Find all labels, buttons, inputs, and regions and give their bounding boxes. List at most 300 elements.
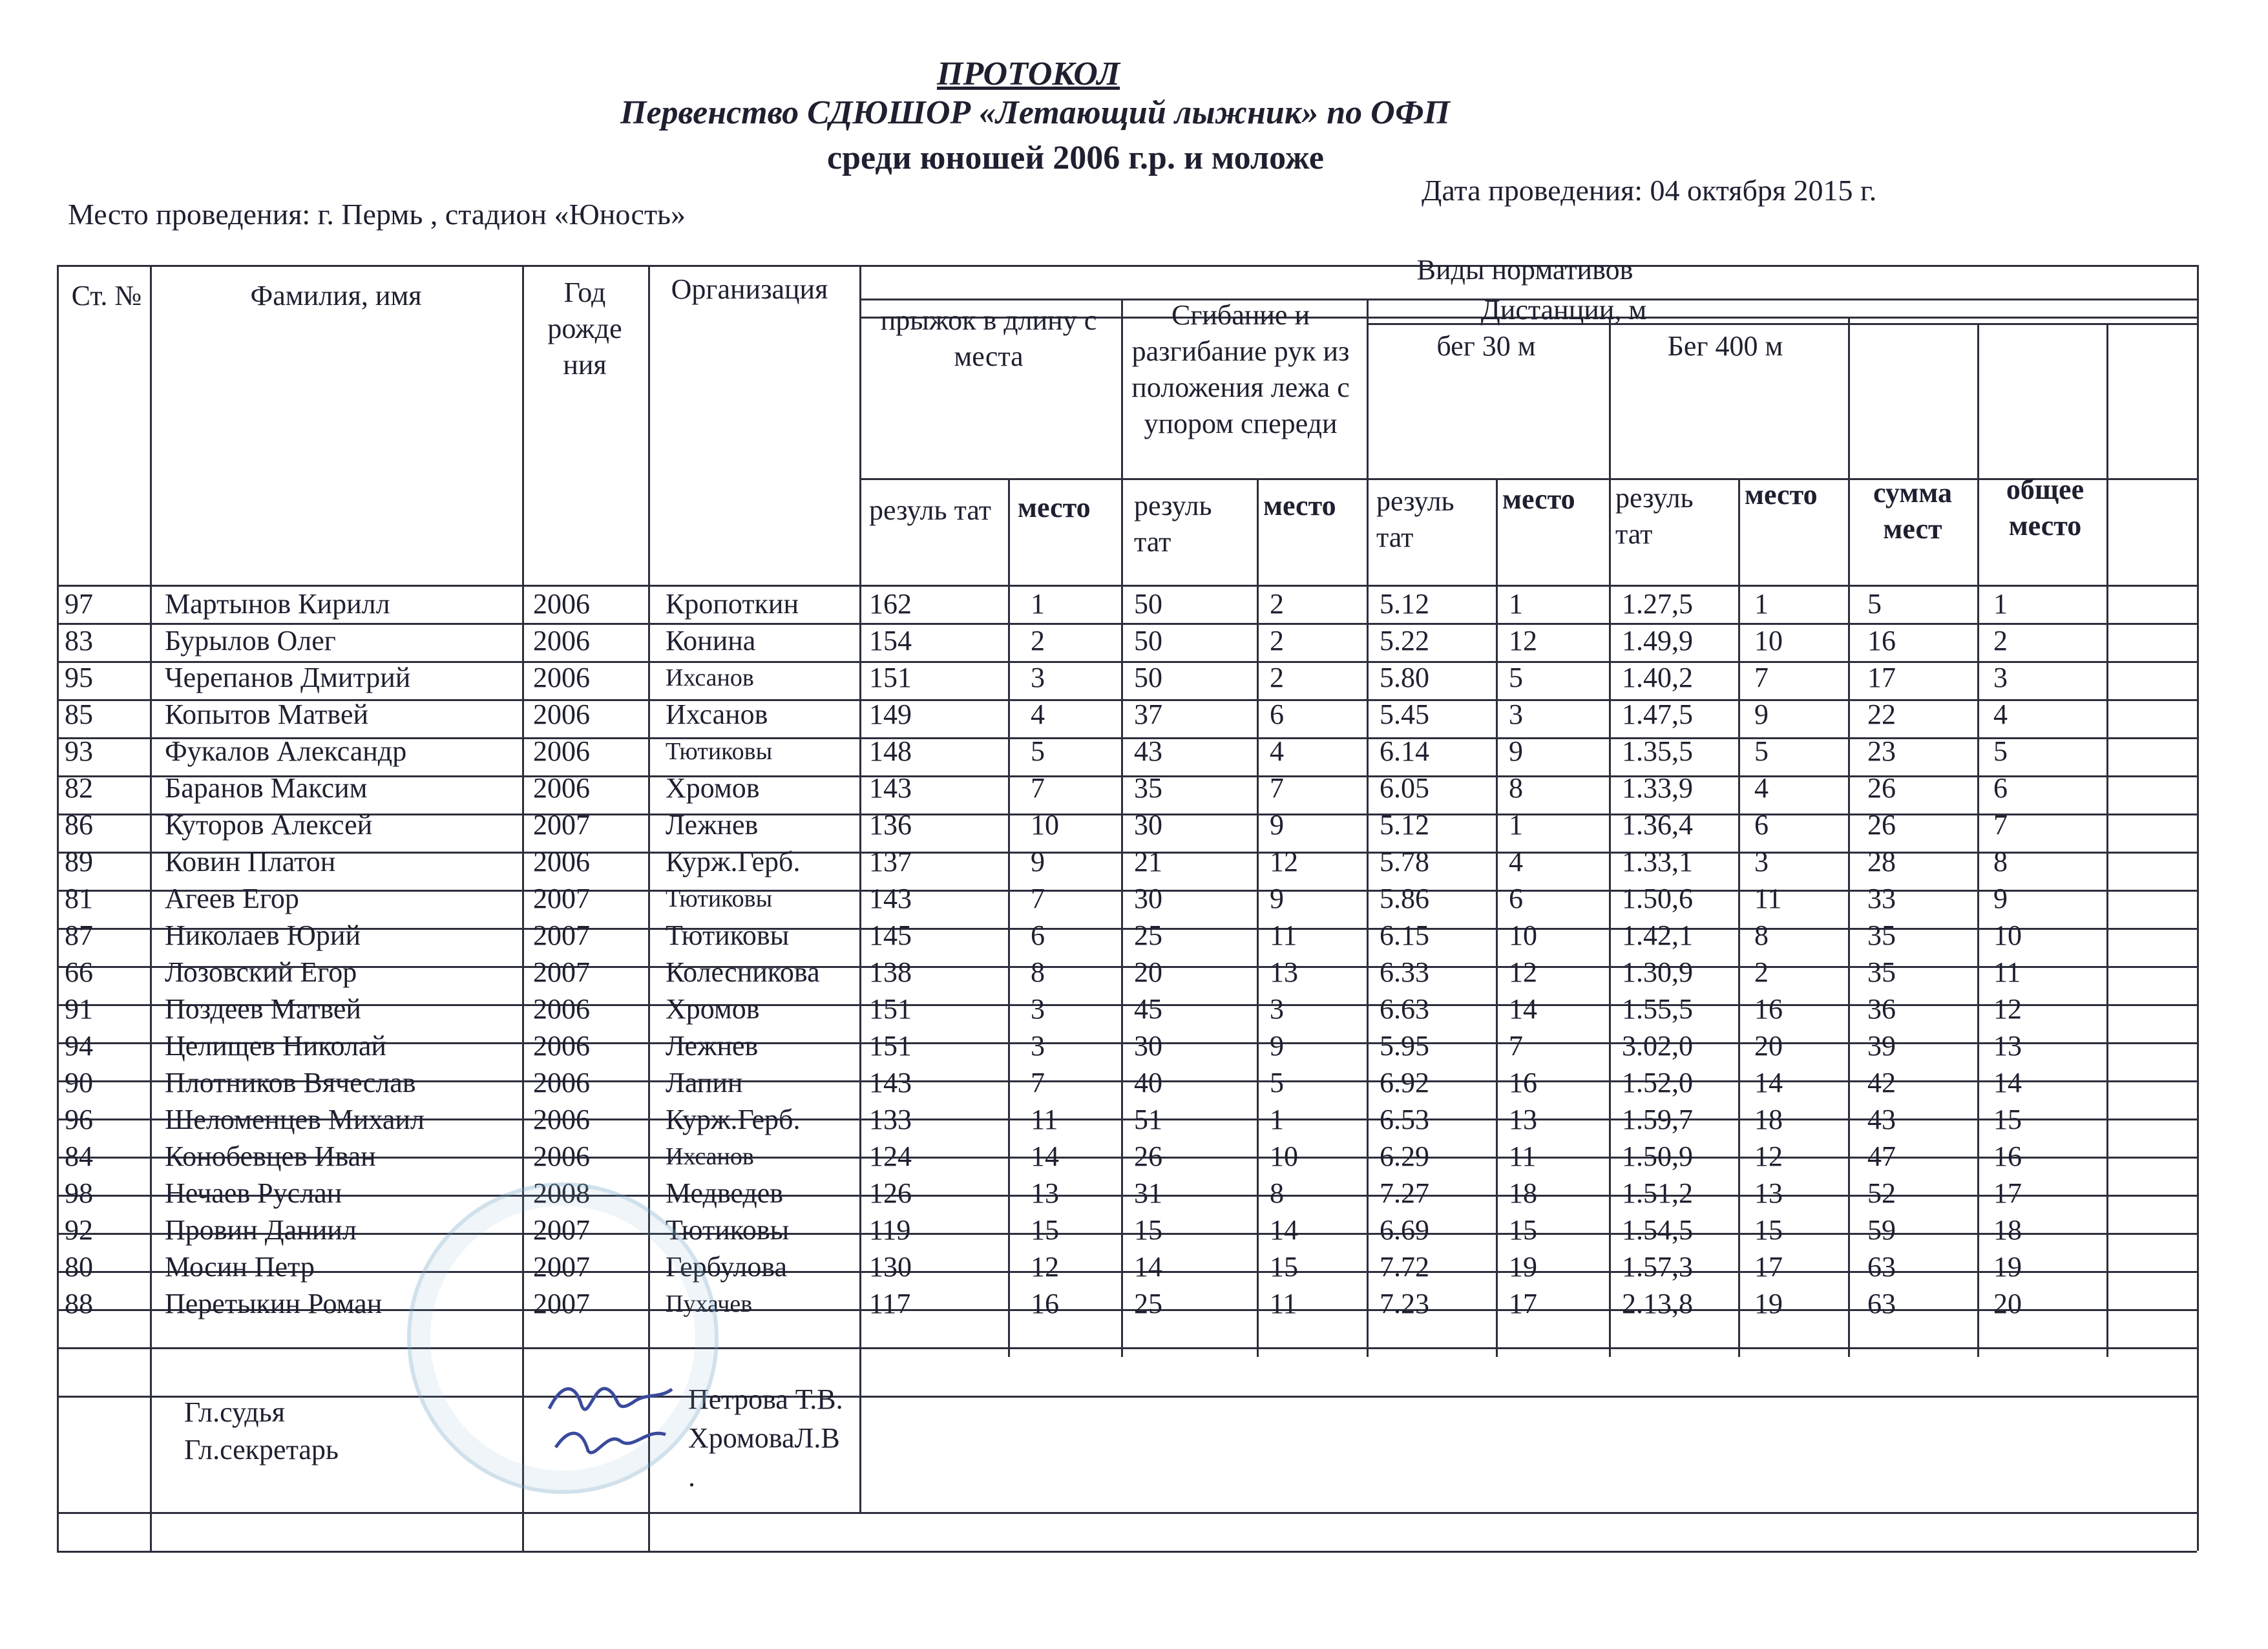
pushups-place: 15 (1270, 1251, 1298, 1283)
athlete-name: Бурылов Олег (165, 625, 336, 656)
jump-result: 133 (869, 1104, 912, 1135)
run400-place: 12 (1754, 1140, 1783, 1172)
run400-place: 8 (1754, 919, 1769, 951)
overall-place: 12 (1993, 993, 2022, 1025)
athlete-number: 93 (65, 735, 93, 767)
run30-place: 11 (1509, 1140, 1537, 1172)
pushups-result: 14 (1134, 1251, 1162, 1283)
run30-result: 6.33 (1380, 956, 1429, 988)
pushups-place: 5 (1270, 1067, 1284, 1098)
jump-place: 7 (1031, 883, 1045, 914)
run30-place: 8 (1509, 772, 1523, 804)
birth-year: 2006 (533, 698, 590, 730)
athlete-name: Провин Даниил (165, 1214, 357, 1246)
pushups-result: 37 (1134, 698, 1162, 730)
pushups-place: 3 (1270, 993, 1284, 1025)
sum-of-places: 42 (1867, 1067, 1896, 1098)
run30-result: 7.27 (1380, 1177, 1429, 1209)
pushups-place: 8 (1270, 1177, 1284, 1209)
run400-result: 3.02,0 (1622, 1030, 1693, 1062)
pushups-place: 6 (1270, 698, 1284, 730)
pushups-result: 15 (1134, 1214, 1162, 1246)
organization: Конина (666, 625, 756, 656)
organization: Ихсанов (666, 664, 754, 691)
signature-icon (536, 1370, 685, 1473)
athlete-number: 82 (65, 772, 93, 804)
athlete-name: Лозовский Егор (165, 956, 357, 988)
run400-place: 10 (1754, 625, 1783, 656)
jump-result: 119 (869, 1214, 911, 1246)
overall-place: 13 (1993, 1030, 2022, 1062)
pushups-result: 50 (1134, 625, 1162, 656)
athlete-name: Целищев Николай (165, 1030, 386, 1062)
athlete-number: 89 (65, 846, 93, 877)
column-rule (1121, 299, 1123, 1357)
organization: Лежнев (666, 1030, 759, 1062)
jump-place: 14 (1031, 1140, 1059, 1172)
run400-place: 13 (1754, 1177, 1783, 1209)
pushups-place: 11 (1270, 919, 1297, 951)
run400-place: 9 (1754, 698, 1769, 730)
athlete-name: Шеломенцев Михаил (165, 1104, 425, 1135)
athlete-name: Ковин Платон (165, 846, 336, 877)
run30-result: 5.45 (1380, 698, 1429, 730)
jump-place: 11 (1031, 1104, 1058, 1135)
table-right-rule (2197, 265, 2199, 1551)
run400-result: 1.30,9 (1622, 956, 1693, 988)
sum-of-places: 63 (1867, 1288, 1896, 1319)
jump-result: 137 (869, 846, 912, 877)
run30-place: 6 (1509, 883, 1523, 914)
run30-result: 6.15 (1380, 919, 1429, 951)
pushups-result: 35 (1134, 772, 1162, 804)
run400-place: 19 (1754, 1288, 1783, 1319)
pushups-result: 30 (1134, 883, 1162, 914)
jump-result: 136 (869, 809, 912, 841)
overall-place: 6 (1993, 772, 2008, 804)
col-header-test-types: Виды нормативов (1416, 254, 1633, 286)
run30-result: 5.78 (1380, 846, 1429, 877)
sum-of-places: 33 (1867, 883, 1896, 914)
sum-of-places: 36 (1867, 993, 1896, 1025)
run30-place: 1 (1509, 588, 1523, 620)
run30-place: 12 (1509, 956, 1537, 988)
athlete-number: 97 (65, 588, 93, 620)
athlete-number: 98 (65, 1177, 93, 1209)
birth-year: 2006 (533, 625, 590, 656)
col-header-run400-place: место (1745, 479, 1818, 510)
sum-of-places: 47 (1867, 1140, 1896, 1172)
overall-place: 3 (1993, 662, 2008, 693)
overall-place: 14 (1993, 1067, 2022, 1098)
pushups-place: 7 (1270, 772, 1284, 804)
birth-year: 2006 (533, 1104, 590, 1135)
athlete-number: 90 (65, 1067, 93, 1098)
run400-result: 1.27,5 (1622, 588, 1693, 620)
run30-place: 4 (1509, 846, 1523, 877)
athlete-number: 86 (65, 809, 93, 841)
jump-result: 151 (869, 993, 912, 1025)
col-header-sum-of-places: сумма мест (1873, 477, 1952, 545)
birth-year: 2006 (533, 735, 590, 767)
run30-place: 14 (1509, 993, 1537, 1025)
organization: Тютиковы (666, 738, 773, 765)
sum-of-places: 26 (1867, 809, 1896, 841)
run400-result: 1.33,1 (1622, 846, 1693, 877)
organization: Хромов (666, 772, 760, 804)
jump-place: 1 (1031, 588, 1045, 620)
chief-judge-label: Гл.судья (184, 1396, 285, 1428)
sum-of-places: 63 (1867, 1251, 1896, 1283)
sum-of-places: 59 (1867, 1214, 1896, 1246)
run30-result: 5.22 (1380, 625, 1429, 656)
athlete-number: 85 (65, 698, 93, 730)
pushups-result: 43 (1134, 735, 1162, 767)
table-bottom-rule (57, 1551, 2197, 1553)
jump-result: 154 (869, 625, 912, 656)
athlete-number: 80 (65, 1251, 93, 1283)
row-rule (57, 1396, 2197, 1398)
run400-place: 18 (1754, 1104, 1783, 1135)
run30-result: 5.80 (1380, 662, 1429, 693)
birth-year: 2008 (533, 1177, 590, 1209)
run30-result: 5.95 (1380, 1030, 1429, 1062)
athlete-name: Фукалов Александр (165, 735, 407, 767)
run400-place: 1 (1754, 588, 1769, 620)
jump-place: 4 (1031, 698, 1045, 730)
run30-result: 6.29 (1380, 1140, 1429, 1172)
jump-result: 145 (869, 919, 912, 951)
overall-place: 15 (1993, 1104, 2022, 1135)
pushups-place: 10 (1270, 1140, 1298, 1172)
column-rule (1257, 478, 1259, 1357)
jump-place: 6 (1031, 919, 1045, 951)
birth-year: 2006 (533, 772, 590, 804)
pushups-result: 26 (1134, 1140, 1162, 1172)
pushups-place: 1 (1270, 1104, 1284, 1135)
birth-year: 2007 (533, 1251, 590, 1283)
run400-result: 1.55,5 (1622, 993, 1693, 1025)
birth-year: 2006 (533, 846, 590, 877)
run30-result: 5.12 (1380, 809, 1429, 841)
col-header-run-30m: бег 30 м (1436, 330, 1536, 362)
col-header-push-place: место (1263, 490, 1336, 521)
organization: Курж.Герб. (666, 846, 801, 877)
jump-place: 5 (1031, 735, 1045, 767)
pushups-place: 9 (1270, 1030, 1284, 1062)
col-header-push-result: резуль тат (1134, 490, 1212, 558)
birth-year: 2007 (533, 919, 590, 951)
athlete-number: 88 (65, 1288, 93, 1319)
overall-place: 19 (1993, 1251, 2022, 1283)
run30-result: 5.12 (1380, 588, 1429, 620)
pushups-place: 14 (1270, 1214, 1298, 1246)
col-header-number: Ст. № (71, 280, 142, 311)
organization: Лежнев (666, 809, 759, 841)
sum-of-places: 23 (1867, 735, 1896, 767)
birth-year: 2007 (533, 1214, 590, 1246)
sum-of-places: 22 (1867, 698, 1896, 730)
birth-year: 2007 (533, 883, 590, 914)
athlete-number: 95 (65, 662, 93, 693)
sum-of-places: 39 (1867, 1030, 1896, 1062)
run400-result: 1.47,5 (1622, 698, 1693, 730)
organization: Тютиковы (666, 1214, 790, 1246)
pushups-place: 2 (1270, 588, 1284, 620)
column-rule (1977, 323, 1979, 1357)
jump-result: 124 (869, 1140, 912, 1172)
birth-year: 2006 (533, 588, 590, 620)
birth-year: 2007 (533, 956, 590, 988)
pushups-result: 21 (1134, 846, 1162, 877)
col-header-organization: Организация (671, 273, 828, 305)
jump-place: 9 (1031, 846, 1045, 877)
jump-result: 143 (869, 772, 912, 804)
chief-secretary-name-tail: . (688, 1461, 695, 1493)
jump-result: 148 (869, 735, 912, 767)
jump-place: 10 (1031, 809, 1059, 841)
athlete-number: 66 (65, 956, 93, 988)
run400-result: 1.52,0 (1622, 1067, 1693, 1098)
col-header-jump-result: резуль тат (869, 494, 991, 526)
run400-result: 2.13,8 (1622, 1288, 1693, 1319)
run400-place: 6 (1754, 809, 1769, 841)
pushups-result: 30 (1134, 1030, 1162, 1062)
jump-place: 3 (1031, 662, 1045, 693)
row-rule (57, 1512, 2197, 1514)
jump-place: 7 (1031, 1067, 1045, 1098)
run400-result: 1.54,5 (1622, 1214, 1693, 1246)
organization: Хромов (666, 993, 760, 1025)
overall-place: 8 (1993, 846, 2008, 877)
run400-result: 1.50,9 (1622, 1140, 1693, 1172)
overall-place: 18 (1993, 1214, 2022, 1246)
overall-place: 1 (1993, 588, 2008, 620)
run400-result: 1.36,4 (1622, 809, 1693, 841)
overall-place: 11 (1993, 956, 2021, 988)
run400-place: 17 (1754, 1251, 1783, 1283)
run400-result: 1.42,1 (1622, 919, 1693, 951)
overall-place: 4 (1993, 698, 2008, 730)
athlete-number: 91 (65, 993, 93, 1025)
competition-name: Первенство СДЮШОР «Летающий лыжник» по ОФП (620, 94, 1450, 131)
birth-year: 2006 (533, 662, 590, 693)
run400-place: 7 (1754, 662, 1769, 693)
run400-result: 1.51,2 (1622, 1177, 1693, 1209)
sum-of-places: 16 (1867, 625, 1896, 656)
table-left-rule (57, 265, 59, 1551)
run400-place: 15 (1754, 1214, 1783, 1246)
pushups-place: 4 (1270, 735, 1284, 767)
pushups-place: 2 (1270, 662, 1284, 693)
row-rule (57, 1347, 2197, 1349)
athlete-number: 94 (65, 1030, 93, 1062)
birth-year: 2006 (533, 1030, 590, 1062)
jump-result: 138 (869, 956, 912, 988)
col-header-run400-result: резуль тат (1615, 482, 1694, 550)
col-header-overall-place: общее место (2006, 474, 2084, 541)
athlete-name: Конобевцев Иван (165, 1140, 376, 1172)
column-rule (859, 265, 861, 1512)
organization: Гербулова (666, 1251, 788, 1283)
run30-place: 1 (1509, 809, 1523, 841)
athlete-name: Агеев Егор (165, 883, 299, 914)
organization: Кропоткин (666, 588, 799, 620)
run30-place: 13 (1509, 1104, 1537, 1135)
sum-of-places: 28 (1867, 846, 1896, 877)
run400-place: 11 (1754, 883, 1782, 914)
date-line: Дата проведения: 04 октября 2015 г. (1422, 174, 1877, 207)
column-rule (1008, 478, 1010, 1357)
col-header-pushups: Сгибание и разгибание рук из положения лежа с упором спереди (1131, 299, 1350, 439)
jump-result: 143 (869, 883, 912, 914)
athlete-name: Баранов Максим (165, 772, 368, 804)
overall-place: 9 (1993, 883, 2008, 914)
jump-place: 16 (1031, 1288, 1059, 1319)
organization: Курж.Герб. (666, 1104, 801, 1135)
jump-result: 151 (869, 1030, 912, 1062)
athlete-name: Мосин Петр (165, 1251, 315, 1283)
organization: Ихсанов (666, 1143, 754, 1170)
athlete-name: Черепанов Дмитрий (165, 662, 411, 693)
jump-result: 143 (869, 1067, 912, 1098)
overall-place: 2 (1993, 625, 2008, 656)
athlete-name: Куторов Алексей (165, 809, 373, 841)
overall-place: 17 (1993, 1177, 2022, 1209)
age-group: среди юношей 2006 г.р. и моложе (827, 140, 1324, 176)
column-rule (1848, 323, 1850, 1357)
jump-result: 162 (869, 588, 912, 620)
run400-result: 1.33,9 (1622, 772, 1693, 804)
pushups-place: 9 (1270, 883, 1284, 914)
column-rule (1367, 299, 1369, 1357)
jump-result: 117 (869, 1288, 911, 1319)
run400-result: 1.40,2 (1622, 662, 1693, 693)
jump-place: 15 (1031, 1214, 1059, 1246)
overall-place: 20 (1993, 1288, 2022, 1319)
overall-place: 7 (1993, 809, 2008, 841)
col-header-run30-result: резуль тат (1376, 485, 1454, 553)
run30-result: 6.92 (1380, 1067, 1429, 1098)
athlete-name: Копытов Матвей (165, 698, 369, 730)
run30-place: 19 (1509, 1251, 1537, 1283)
pushups-place: 9 (1270, 809, 1284, 841)
pushups-place: 12 (1270, 846, 1298, 877)
run30-result: 6.14 (1380, 735, 1429, 767)
sum-of-places: 35 (1867, 956, 1896, 988)
run30-place: 18 (1509, 1177, 1537, 1209)
run30-place: 15 (1509, 1214, 1537, 1246)
run400-result: 1.49,9 (1622, 625, 1693, 656)
run400-place: 16 (1754, 993, 1783, 1025)
run30-place: 10 (1509, 919, 1537, 951)
sum-of-places: 52 (1867, 1177, 1896, 1209)
col-header-jump-place: место (1018, 492, 1091, 523)
run30-result: 6.63 (1380, 993, 1429, 1025)
run30-place: 3 (1509, 698, 1523, 730)
overall-place: 5 (1993, 735, 2008, 767)
jump-result: 126 (869, 1177, 912, 1209)
athlete-number: 84 (65, 1140, 93, 1172)
run30-result: 6.05 (1380, 772, 1429, 804)
athlete-name: Поздеев Матвей (165, 993, 361, 1025)
organization: Лапин (666, 1067, 743, 1098)
run400-result: 1.50,6 (1622, 883, 1693, 914)
header-bottom-rule (57, 585, 2197, 587)
birth-year: 2006 (533, 1140, 590, 1172)
pushups-place: 11 (1270, 1288, 1297, 1319)
athlete-name: Николаев Юрий (165, 919, 361, 951)
birth-year: 2006 (533, 1067, 590, 1098)
col-header-run30-place: место (1502, 483, 1575, 515)
organization: Колесникова (666, 956, 820, 988)
jump-place: 7 (1031, 772, 1045, 804)
pushups-place: 2 (1270, 625, 1284, 656)
col-header-distances: Дистанции, м (1480, 294, 1647, 326)
run400-place: 20 (1754, 1030, 1783, 1062)
run400-result: 1.57,3 (1622, 1251, 1693, 1283)
jump-result: 151 (869, 662, 912, 693)
run30-result: 7.23 (1380, 1288, 1429, 1319)
sum-of-places: 5 (1867, 588, 1882, 620)
birth-year: 2007 (533, 1288, 590, 1319)
chief-judge-name: Петрова Т.В. (688, 1383, 843, 1415)
column-rule (1738, 478, 1740, 1357)
run400-result: 1.35,5 (1622, 735, 1693, 767)
run30-result: 5.86 (1380, 883, 1429, 914)
venue-line: Место проведения: г. Пермь , стадион «Юность» (68, 198, 686, 231)
col-header-year: Год рожде ния (547, 277, 622, 381)
jump-place: 2 (1031, 625, 1045, 656)
col-header-name: Фамилия, имя (250, 280, 422, 311)
pushups-result: 25 (1134, 1288, 1162, 1319)
athlete-number: 87 (65, 919, 93, 951)
sum-of-places: 26 (1867, 772, 1896, 804)
run400-place: 2 (1754, 956, 1769, 988)
athlete-name: Перетыкин Роман (165, 1288, 383, 1319)
document-title: ПРОТОКОЛ (937, 56, 1120, 92)
pushups-result: 25 (1134, 919, 1162, 951)
pushups-result: 20 (1134, 956, 1162, 988)
sum-of-places: 35 (1867, 919, 1896, 951)
pushups-result: 40 (1134, 1067, 1162, 1098)
jump-result: 149 (869, 698, 912, 730)
pushups-result: 31 (1134, 1177, 1162, 1209)
run400-place: 3 (1754, 846, 1769, 877)
athlete-number: 92 (65, 1214, 93, 1246)
birth-year: 2007 (533, 809, 590, 841)
run30-result: 6.53 (1380, 1104, 1429, 1135)
chief-secretary-label: Гл.секретарь (184, 1434, 339, 1465)
pushups-result: 45 (1134, 993, 1162, 1025)
overall-place: 10 (1993, 919, 2022, 951)
athlete-name: Плотников Вячеслав (165, 1067, 416, 1098)
run400-result: 1.59,7 (1622, 1104, 1693, 1135)
pushups-place: 13 (1270, 956, 1298, 988)
col-header-long-jump: прыжок в длину с места (880, 304, 1097, 372)
run400-place: 5 (1754, 735, 1769, 767)
run30-place: 9 (1509, 735, 1523, 767)
run400-place: 14 (1754, 1067, 1783, 1098)
organization: Тютиковы (666, 885, 773, 912)
pushups-result: 51 (1134, 1104, 1162, 1135)
athlete-number: 96 (65, 1104, 93, 1135)
jump-place: 3 (1031, 993, 1045, 1025)
athlete-name: Нечаев Руслан (165, 1177, 342, 1209)
pushups-result: 50 (1134, 662, 1162, 693)
birth-year: 2006 (533, 993, 590, 1025)
run400-place: 4 (1754, 772, 1769, 804)
